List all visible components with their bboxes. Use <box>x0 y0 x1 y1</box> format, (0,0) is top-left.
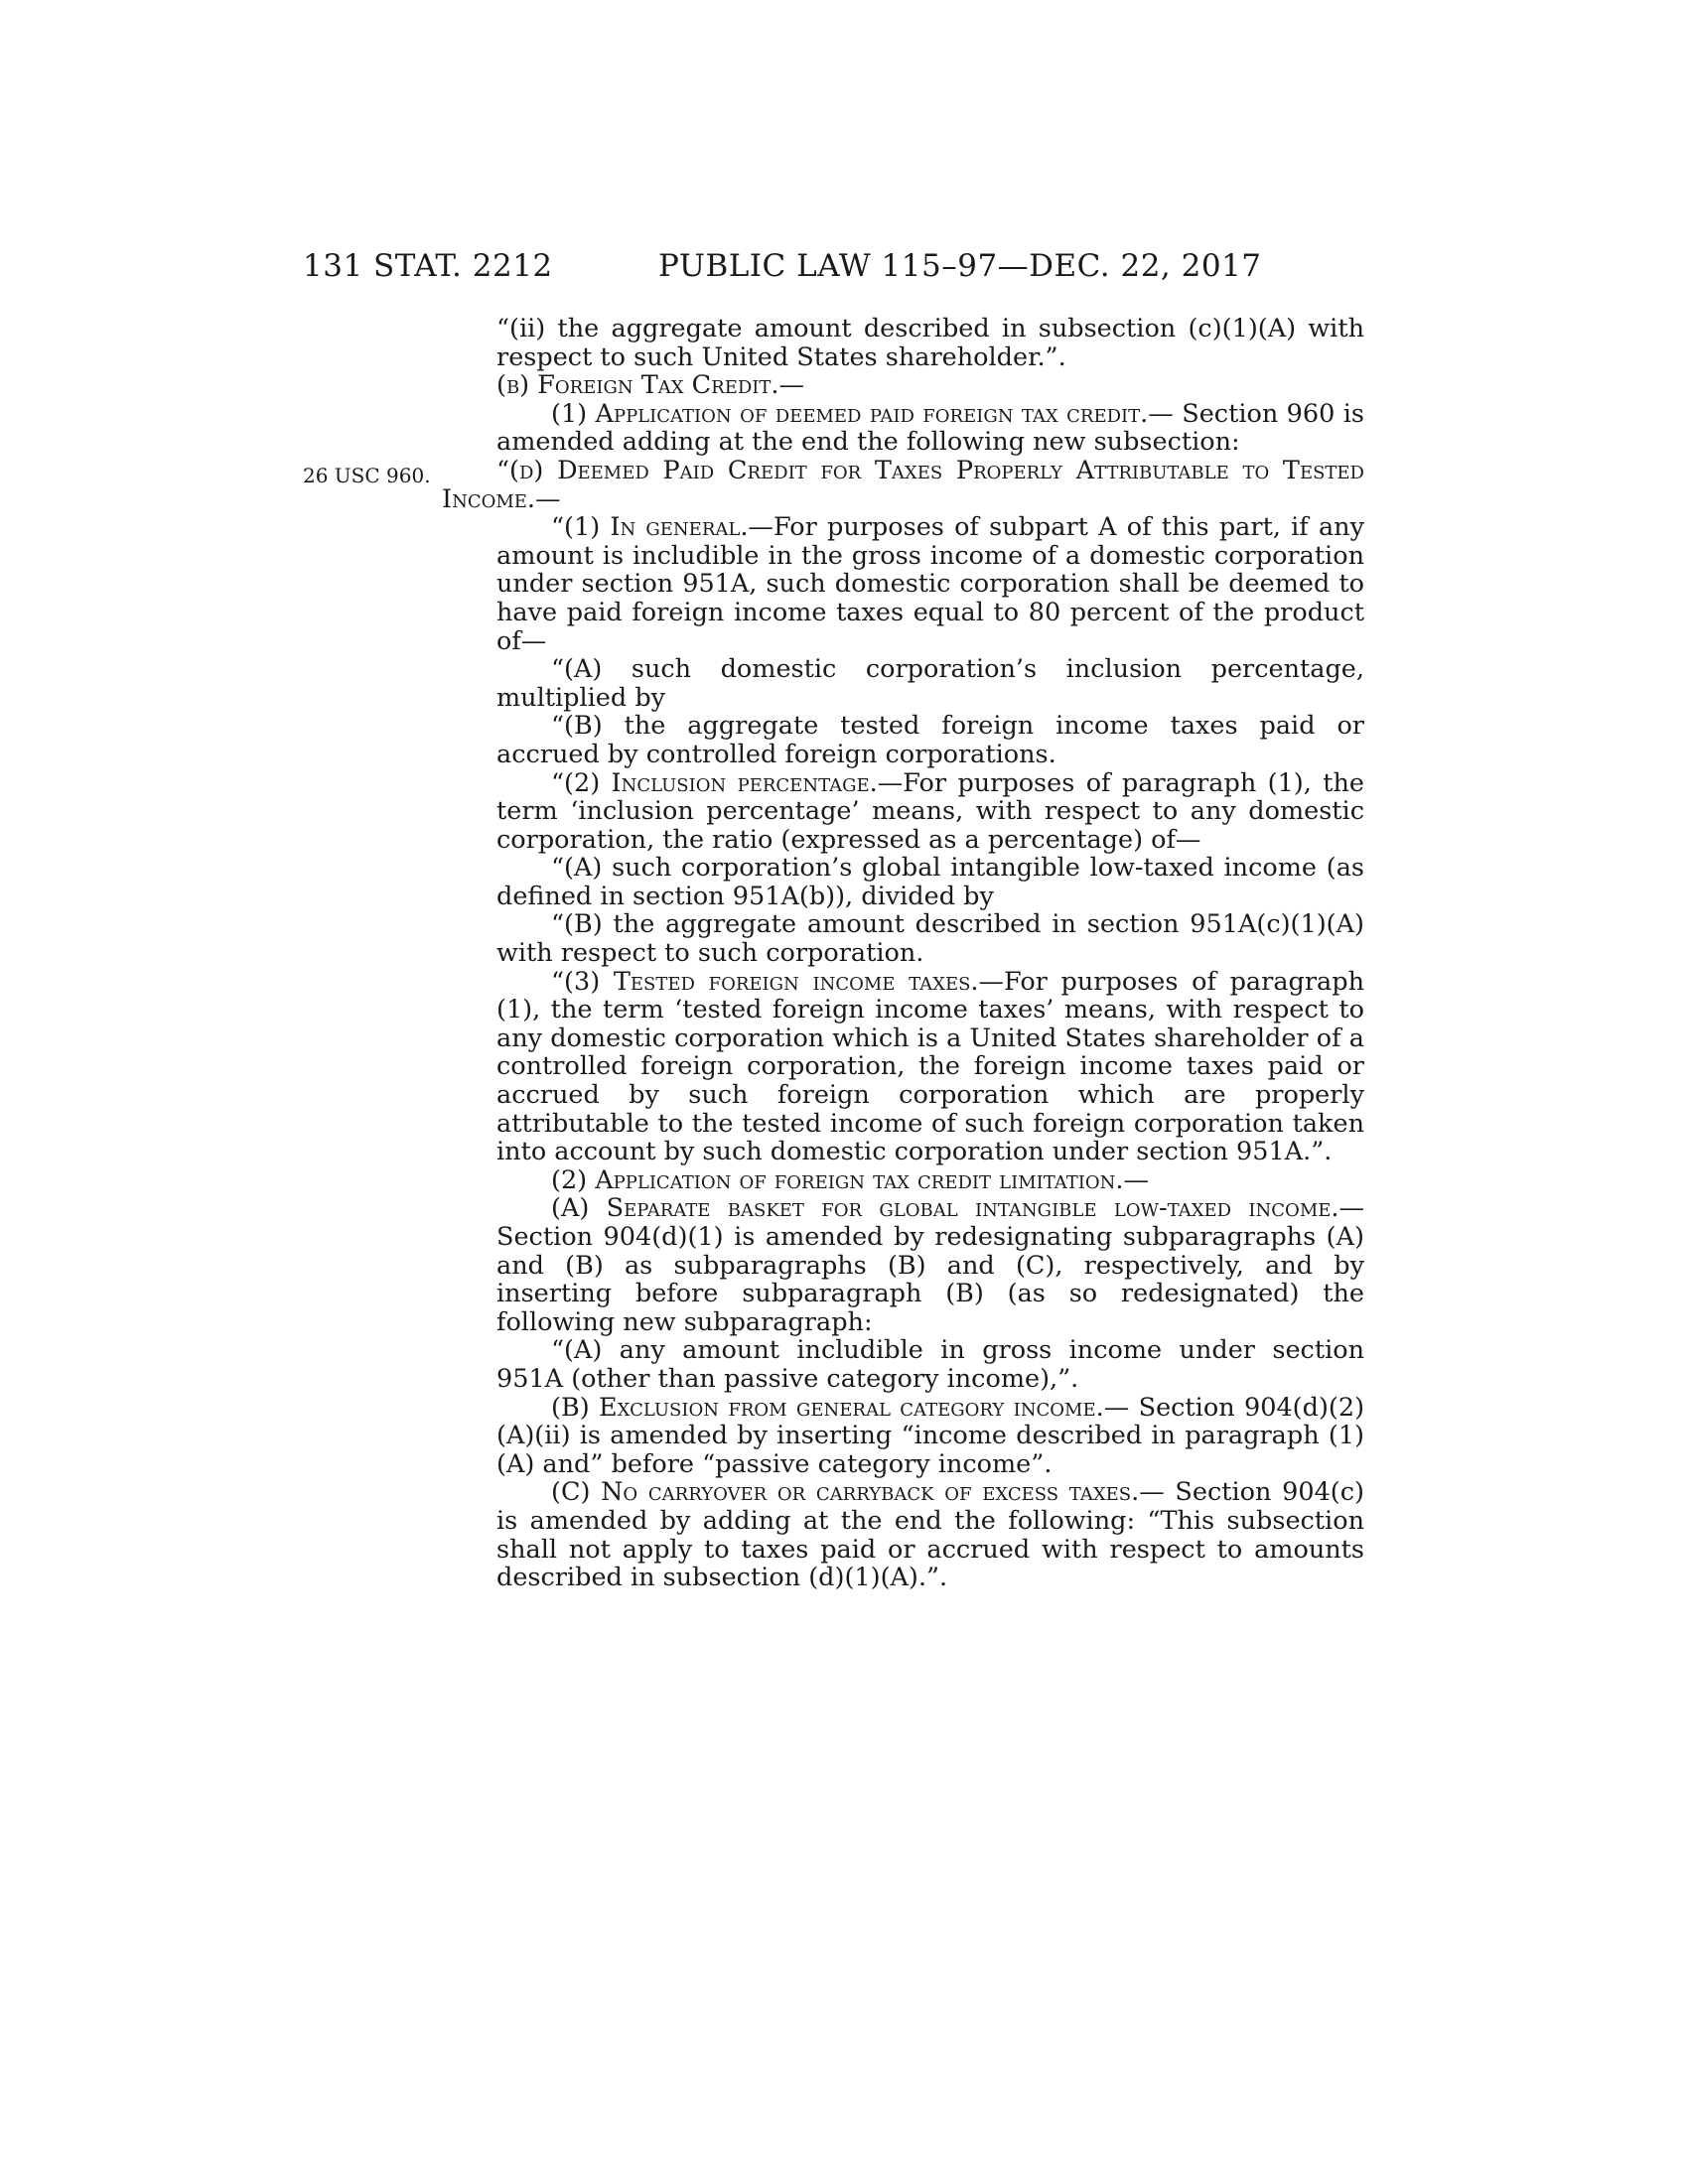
public-law-citation: PUBLIC LAW 115–97—DEC. 22, 2017 <box>658 248 1262 284</box>
subparagraph-b-2-b-text: Section 904(d)(2)(A)(ii) is amended by inserting “income described in paragraph (1)(A) and” before “passive category income”. <box>496 1392 1365 1479</box>
subparagraph-b-2-b-title: (B) Exclusion from general category income.— <box>551 1392 1130 1423</box>
quoted-subparagraph-a: “(A) any amount includible in gross income under section 951A (other than passive category income),”. <box>496 1335 1364 1394</box>
subsection-d-title: “(d) Deemed Paid Credit for Taxes Properly Attributable to Tested Income.— <box>442 455 1364 514</box>
subparagraph-b-2-c-title: (C) No carryover or carryback of excess taxes.— <box>551 1477 1165 1508</box>
paragraph-d-3 <box>496 968 1364 1166</box>
subparagraph-b-2-c-text: Section 904(c) is amended by adding at the end the following: “This subsection shall not apply to taxes paid or accrued with respect to amounts described in subsection (d)(1)(A).”. <box>496 1477 1364 1593</box>
subparagraph-b-2-c <box>496 1478 1364 1591</box>
paragraph-d-2-text: For purposes of paragraph (1), the term ‘inclusion percentage’ means, with respect to any domestic corporation, the ratio (expressed as a percentage) of— <box>496 767 1364 855</box>
margin-citation: 26 USC 960. <box>303 464 431 487</box>
statute-page-number: 131 STAT. 2212 <box>303 248 553 284</box>
subparagraph-b-2-a <box>496 1194 1364 1336</box>
paragraph-d-1-title: “(1) In general.— <box>551 512 774 543</box>
subparagraph-b-2-a-text: Section 904(d)(1) is amended by redesignating subparagraphs (A) and (B) as subparagraphs (B) and (C), respectively, and by inserting before subparagraph (B) (as so redesignated) the following new subparagraph: <box>496 1222 1364 1337</box>
subparagraph-b-2-a-title: (A) Separate basket for global intangible low-taxed income.— <box>551 1193 1364 1224</box>
statute-text <box>442 314 1365 1593</box>
subsection-b-title: (b) Foreign Tax Credit.— <box>496 370 805 401</box>
paragraph-b-1 <box>496 400 1364 457</box>
paragraph-d-2-b: “(B) the aggregate amount described in section 951A(c)(1)(A) with respect to such corporation. <box>496 909 1364 969</box>
page-header <box>303 248 1364 292</box>
paragraph-d-2-title: “(2) Inclusion percentage.— <box>551 767 904 798</box>
paragraph-d-1-text: For purposes of subpart A of this part, if any amount is includible in the gross income of a domestic corporation under section 951A, such domestic corporation shall be deemed to have paid foreign income taxes equal to 80 percent of the product of— <box>496 512 1364 656</box>
paragraph-b-2-heading <box>496 1166 1364 1195</box>
paragraph-d-2 <box>496 769 1364 855</box>
subsection-d-heading <box>442 457 1364 513</box>
paragraph-b-2-title: (2) Application of foreign tax credit limitation.— <box>551 1164 1150 1195</box>
subsection-b-heading <box>496 371 1364 400</box>
paragraph-c-ii: “(ii) the aggregate amount described in subsection (c)(1)(A) with respect to such United States shareholder.”. <box>496 314 1364 372</box>
paragraph-d-1 <box>496 513 1364 655</box>
paragraph-b-1-title: (1) Application of deemed paid foreign tax credit.— <box>551 398 1174 429</box>
paragraph-d-1-a: “(A) such domestic corporation’s inclusion percentage, multiplied by <box>496 654 1364 713</box>
paragraph-d-2-a: “(A) such corporation’s global intangible low-taxed income (as defined in section 951A(b)), divided by <box>496 853 1364 911</box>
paragraph-b-1-text: Section 960 is amended adding at the end the following new subsection: <box>496 398 1365 458</box>
subparagraph-b-2-b <box>496 1394 1364 1479</box>
paragraph-d-1-b: “(B) the aggregate tested foreign income taxes paid or accrued by controlled foreign corporations. <box>496 711 1364 769</box>
paragraph-d-3-title: “(3) Tested foreign income taxes.— <box>551 966 1005 997</box>
paragraph-d-3-text: For purposes of paragraph (1), the term ‘tested foreign income taxes’ means, with respect to any domestic corporation which is a United States shareholder of a controlled foreign corporation, the foreign income taxes paid or accrued by such foreign corporation which are properly attributable to the tested income of such foreign corporation taken into account by such domestic corporation under section 951A.”. <box>496 966 1364 1167</box>
